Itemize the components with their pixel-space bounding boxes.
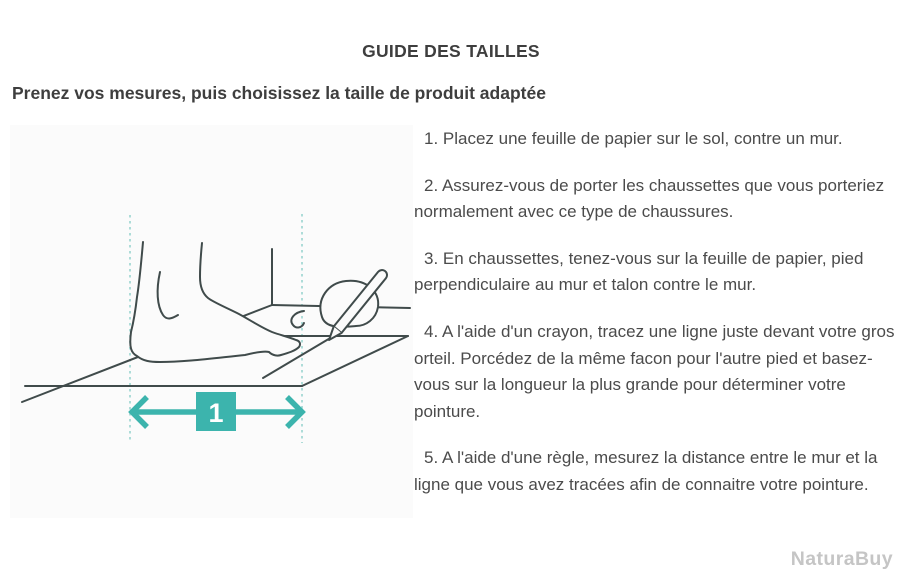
instruction-step-2: 2. Assurez-vous de porter les chaussettes que vous porteriez normalement avec ce type de chaussures. [414,175,885,222]
thumb-curve [291,311,304,327]
instruction-step-4: 4. A l'aide d'un crayon, tracez une ligne juste devant votre gros orteil. Porcédez de la même facon pour l'autre pied et basez-vous sur la longueur la plus grande pour déterminer votre pointure. [414,321,895,421]
measure-arrow [132,392,302,431]
naturabuy-watermark: NaturaBuy [790,548,893,570]
foot-measurement-svg [10,125,413,518]
instruction-step-5: 5. A l'aide d'une règle, mesurez la distance entre le mur et la ligne que vous avez tracées afin de connaitre votre pointure. [414,448,878,494]
page-subtitle: Prenez vos mesures, puis choisissez la taille de produit adaptée [12,83,546,103]
instructions-list [414,126,898,519]
foot-measurement-illustration [10,125,413,518]
instruction-step-3: 3. En chaussettes, tenez-vous sur la feuille de papier, pied perpendiculaire au mur et talon contre le mur. [414,248,864,295]
page-title: GUIDE DES TAILLES [362,41,540,61]
instruction-step-1: 1. Placez une feuille de papier sur le sol, contre un mur. [424,129,843,148]
measure-marker-label: 1 [208,398,224,428]
